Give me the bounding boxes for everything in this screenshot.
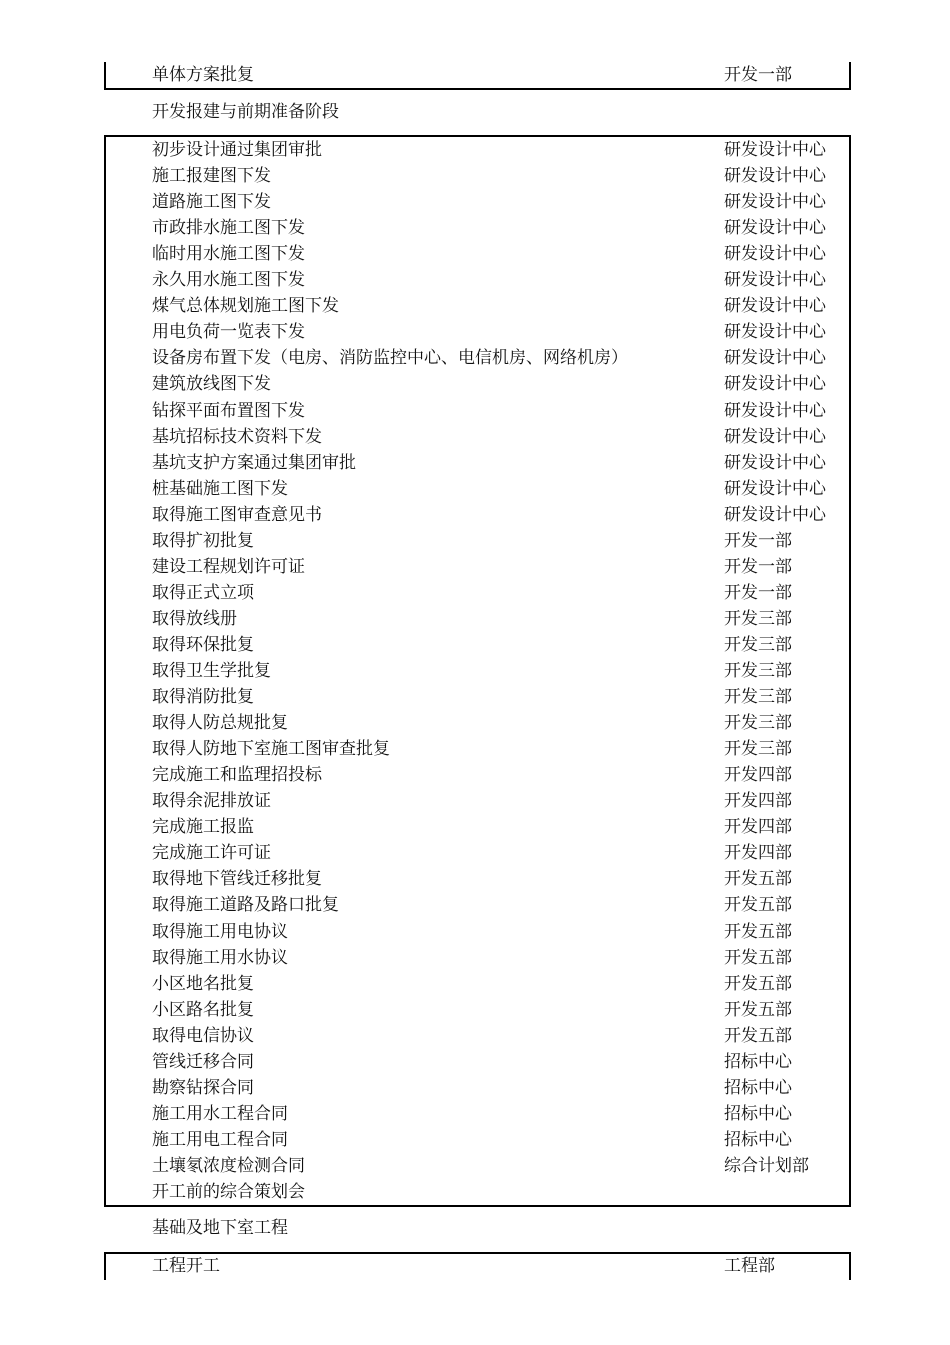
department: 工程部 <box>724 1256 775 1276</box>
department: 开发五部 <box>724 895 792 916</box>
task-name: 取得施工用水协议 <box>152 947 288 968</box>
task-name: 临时用水施工图下发 <box>152 244 305 265</box>
task-name: 永久用水施工图下发 <box>152 270 305 291</box>
table-row <box>0 137 950 163</box>
department: 开发五部 <box>724 999 792 1020</box>
task-name: 施工用电工程合同 <box>152 1129 288 1150</box>
table-row <box>0 971 950 997</box>
table-row <box>0 1127 950 1153</box>
table-row-bottom <box>0 1253 950 1279</box>
table-row <box>0 710 950 736</box>
department: 开发三部 <box>724 739 792 760</box>
department: 开发一部 <box>724 530 792 551</box>
department: 开发三部 <box>724 608 792 629</box>
department: 招标中心 <box>724 1051 792 1072</box>
table-row <box>0 424 950 450</box>
department: 开发五部 <box>724 869 792 890</box>
table-row <box>0 658 950 684</box>
task-name: 勘察钻探合同 <box>152 1077 254 1098</box>
department: 开发四部 <box>724 843 792 864</box>
task-name: 取得施工用电协议 <box>152 921 288 942</box>
department: 开发四部 <box>724 817 792 838</box>
task-name: 取得环保批复 <box>152 634 254 655</box>
department: 研发设计中心 <box>724 426 826 447</box>
task-name: 取得地下管线迁移批复 <box>152 869 322 890</box>
table-row <box>0 606 950 632</box>
table-row <box>0 945 950 971</box>
department: 开发四部 <box>724 765 792 786</box>
department: 开发一部 <box>724 65 792 85</box>
table-row <box>0 554 950 580</box>
table-row <box>0 1153 950 1179</box>
table-row <box>0 1049 950 1075</box>
task-name: 取得施工图审查意见书 <box>152 504 322 525</box>
task-name: 开工前的综合策划会 <box>152 1182 305 1202</box>
table-row <box>0 293 950 319</box>
department: 研发设计中心 <box>724 452 826 473</box>
task-name: 取得放线册 <box>152 608 237 629</box>
table-row <box>0 1023 950 1049</box>
department: 招标中心 <box>724 1077 792 1098</box>
task-name: 道路施工图下发 <box>152 192 271 213</box>
table-row <box>0 1179 950 1205</box>
task-name: 完成施工报监 <box>152 817 254 838</box>
table-row <box>0 788 950 814</box>
department: 招标中心 <box>724 1129 792 1150</box>
task-name: 工程开工 <box>152 1256 220 1276</box>
task-name: 市政排水施工图下发 <box>152 218 305 239</box>
table-row <box>0 528 950 554</box>
table-row <box>0 1101 950 1127</box>
section-heading-prep: 开发报建与前期准备阶段 <box>152 102 339 122</box>
table-row <box>0 684 950 710</box>
task-name: 设备房布置下发（电房、消防监控中心、电信机房、网络机房） <box>152 348 628 369</box>
department: 研发设计中心 <box>724 270 826 291</box>
task-name: 取得正式立项 <box>152 582 254 603</box>
table-row <box>0 241 950 267</box>
department: 综合计划部 <box>724 1155 809 1176</box>
task-name: 取得电信协议 <box>152 1025 254 1046</box>
table-row <box>0 866 950 892</box>
department: 研发设计中心 <box>724 166 826 187</box>
department: 研发设计中心 <box>724 192 826 213</box>
department: 研发设计中心 <box>724 400 826 421</box>
task-name: 完成施工和监理招投标 <box>152 765 322 786</box>
department: 研发设计中心 <box>724 218 826 239</box>
task-name: 建筑放线图下发 <box>152 374 271 395</box>
department: 开发三部 <box>724 713 792 734</box>
table-row <box>0 215 950 241</box>
table-row <box>0 450 950 476</box>
task-name: 小区地名批复 <box>152 973 254 994</box>
department: 研发设计中心 <box>724 244 826 265</box>
department: 开发三部 <box>724 634 792 655</box>
table-row <box>0 736 950 762</box>
table-row <box>0 919 950 945</box>
table-row <box>0 502 950 528</box>
task-name: 取得人防地下室施工图审查批复 <box>152 739 390 760</box>
task-name: 单体方案批复 <box>152 65 254 85</box>
department: 研发设计中心 <box>724 348 826 369</box>
task-name: 桩基础施工图下发 <box>152 478 288 499</box>
task-name: 取得消防批复 <box>152 687 254 708</box>
task-name: 初步设计通过集团审批 <box>152 140 322 160</box>
table-row <box>0 580 950 606</box>
table-row <box>0 762 950 788</box>
table-row <box>0 1075 950 1101</box>
department: 研发设计中心 <box>724 140 826 160</box>
table-row <box>0 345 950 371</box>
department: 开发五部 <box>724 973 792 994</box>
department: 开发五部 <box>724 921 792 942</box>
department: 开发五部 <box>724 1025 792 1046</box>
table-row-top <box>0 62 950 88</box>
department: 开发四部 <box>724 791 792 812</box>
department: 研发设计中心 <box>724 322 826 343</box>
department: 研发设计中心 <box>724 478 826 499</box>
task-name: 管线迁移合同 <box>152 1051 254 1072</box>
task-name: 建设工程规划许可证 <box>152 556 305 577</box>
section-heading-foundation: 基础及地下室工程 <box>152 1218 288 1238</box>
table-row <box>0 189 950 215</box>
table-row <box>0 398 950 424</box>
table-row <box>0 163 950 189</box>
table-row <box>0 319 950 345</box>
task-name: 土壤氡浓度检测合同 <box>152 1155 305 1176</box>
department: 开发五部 <box>724 947 792 968</box>
task-name: 钻探平面布置图下发 <box>152 400 305 421</box>
task-name: 取得余泥排放证 <box>152 791 271 812</box>
task-name: 施工用水工程合同 <box>152 1103 288 1124</box>
task-name: 取得施工道路及路口批复 <box>152 895 339 916</box>
task-name: 取得卫生学批复 <box>152 661 271 681</box>
table-row <box>0 632 950 658</box>
task-name: 取得人防总规批复 <box>152 713 288 734</box>
department: 研发设计中心 <box>724 374 826 395</box>
table-row <box>0 892 950 918</box>
task-name: 用电负荷一览表下发 <box>152 322 305 343</box>
top-block-bottom-border <box>104 88 851 90</box>
task-name: 完成施工许可证 <box>152 843 271 864</box>
department: 招标中心 <box>724 1103 792 1124</box>
task-name: 基坑招标技术资料下发 <box>152 426 322 447</box>
task-name: 取得扩初批复 <box>152 530 254 551</box>
table-row <box>0 997 950 1023</box>
table-row <box>0 814 950 840</box>
department: 开发三部 <box>724 687 792 708</box>
table-row <box>0 840 950 866</box>
table-row <box>0 476 950 502</box>
department: 开发三部 <box>724 661 792 681</box>
department: 研发设计中心 <box>724 504 826 525</box>
table-row <box>0 267 950 293</box>
task-name: 小区路名批复 <box>152 999 254 1020</box>
task-name: 施工报建图下发 <box>152 166 271 187</box>
task-name: 煤气总体规划施工图下发 <box>152 296 339 317</box>
table-row <box>0 371 950 397</box>
department: 开发一部 <box>724 582 792 603</box>
task-name: 基坑支护方案通过集团审批 <box>152 452 356 473</box>
department: 研发设计中心 <box>724 296 826 317</box>
department: 开发一部 <box>724 556 792 577</box>
